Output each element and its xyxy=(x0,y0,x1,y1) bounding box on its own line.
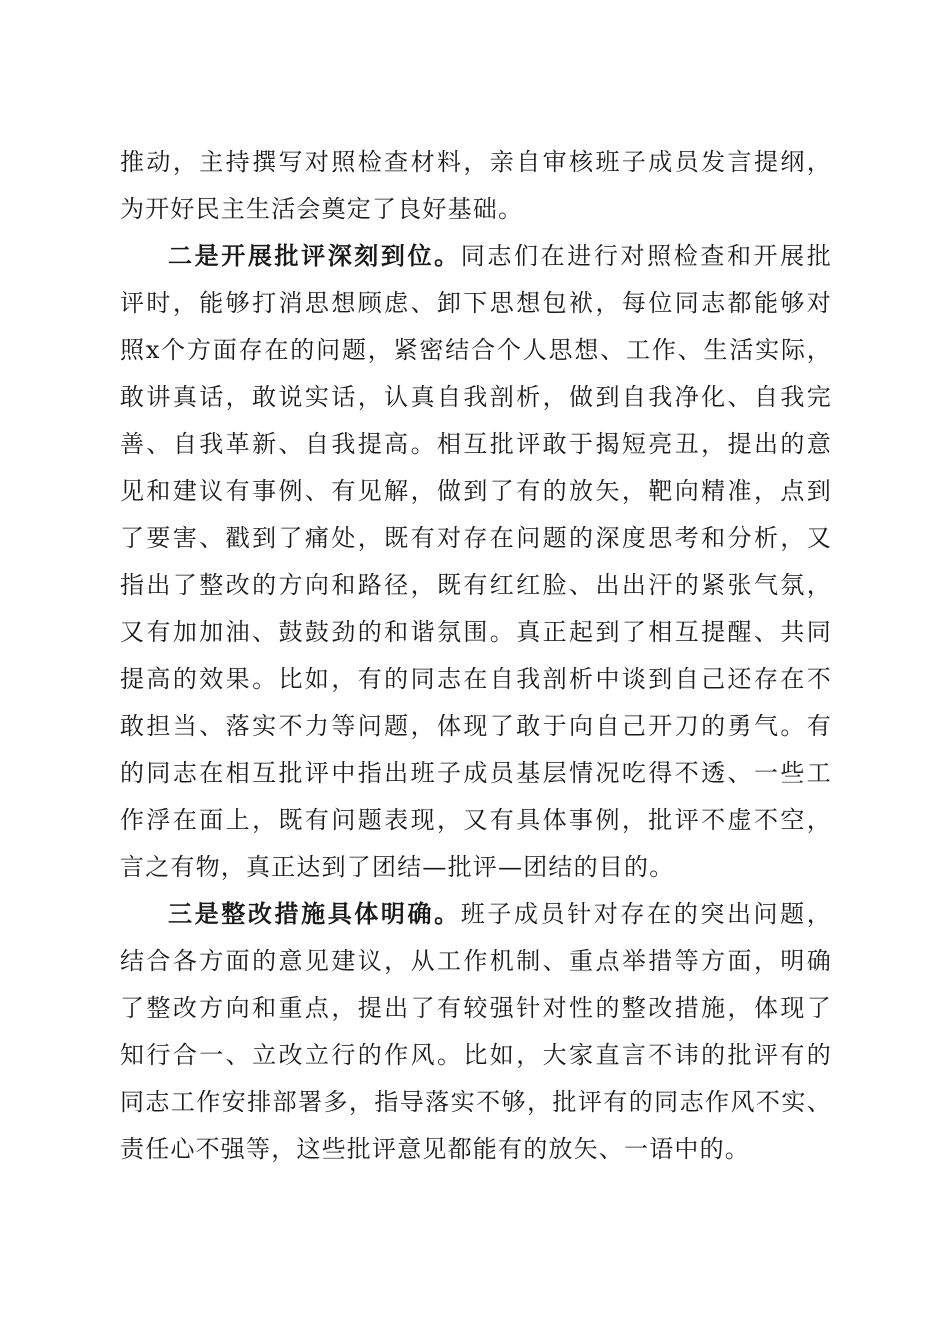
text-line: 知行合一、立改立行的作风。比如，大家直言不讳的批评有的 xyxy=(120,1041,832,1069)
text-line: 言之有物，真正达到了团结—批评—团结的目的。 xyxy=(120,853,675,881)
text-line: 了整改方向和重点，提出了有较强针对性的整改措施，体现了 xyxy=(120,994,832,1022)
paragraph-text: 班子成员针对存在的突出问题， xyxy=(460,900,832,928)
text-line: 提高的效果。比如，有的同志在自我剖析中谈到自己还存在不 xyxy=(120,665,832,693)
text-line: 结合各方面的意见建议，从工作机制、重点举措等方面，明确 xyxy=(120,947,832,975)
text-line: 善、自我革新、自我提高。相互批评敢于揭短亮丑，提出的意 xyxy=(120,430,832,458)
text-line xyxy=(168,236,832,276)
text-line: 责任心不强等，这些批评意见都能有的放矢、一语中的。 xyxy=(120,1135,750,1163)
text-line: 见和建议有事例、有见解，做到了有的放矢，靶向精准，点到 xyxy=(120,477,832,505)
text-line: 了要害、戳到了痛处，既有对存在问题的深度思考和分析，又 xyxy=(120,524,832,552)
text-line: 作浮在面上，既有问题表现，又有具体事例，批评不虚不空， xyxy=(120,806,832,834)
text-line: 同志工作安排部署多，指导落实不够，批评有的同志作风不实、 xyxy=(120,1088,832,1116)
paragraph-lead: 二是开展批评深刻到位。 xyxy=(168,241,461,270)
paragraph-text: 同志们在进行对照检查和开展批 xyxy=(460,242,832,270)
text-line: 敢担当、落实不力等问题，体现了敢于向自己开刀的勇气。有 xyxy=(120,712,832,740)
text-line: 的同志在相互批评中指出班子成员基层情况吃得不透、一些工 xyxy=(120,759,832,787)
text-line: 为开好民主生活会奠定了良好基础。 xyxy=(120,195,524,223)
text-line: 又有加加油、鼓鼓劲的和谐氛围。真正起到了相互提醒、共同 xyxy=(120,618,832,646)
text-line: 评时，能够打消思想顾虑、卸下思想包袱，每位同志都能够对 xyxy=(120,289,832,317)
text-line: 敢讲真话，敢说实话，认真自我剖析，做到自我净化、自我完 xyxy=(120,383,832,411)
text-line: 指出了整改的方向和路径，既有红红脸、出出汗的紧张气氛， xyxy=(120,571,832,599)
paragraph-lead: 三是整改措施具体明确。 xyxy=(168,899,461,928)
text-line xyxy=(168,894,832,934)
text-line: 照x个方面存在的问题，紧密结合个人思想、工作、生活实际， xyxy=(120,336,832,364)
text-line: 推动，主持撰写对照检查材料，亲自审核班子成员发言提纲， xyxy=(120,148,832,176)
